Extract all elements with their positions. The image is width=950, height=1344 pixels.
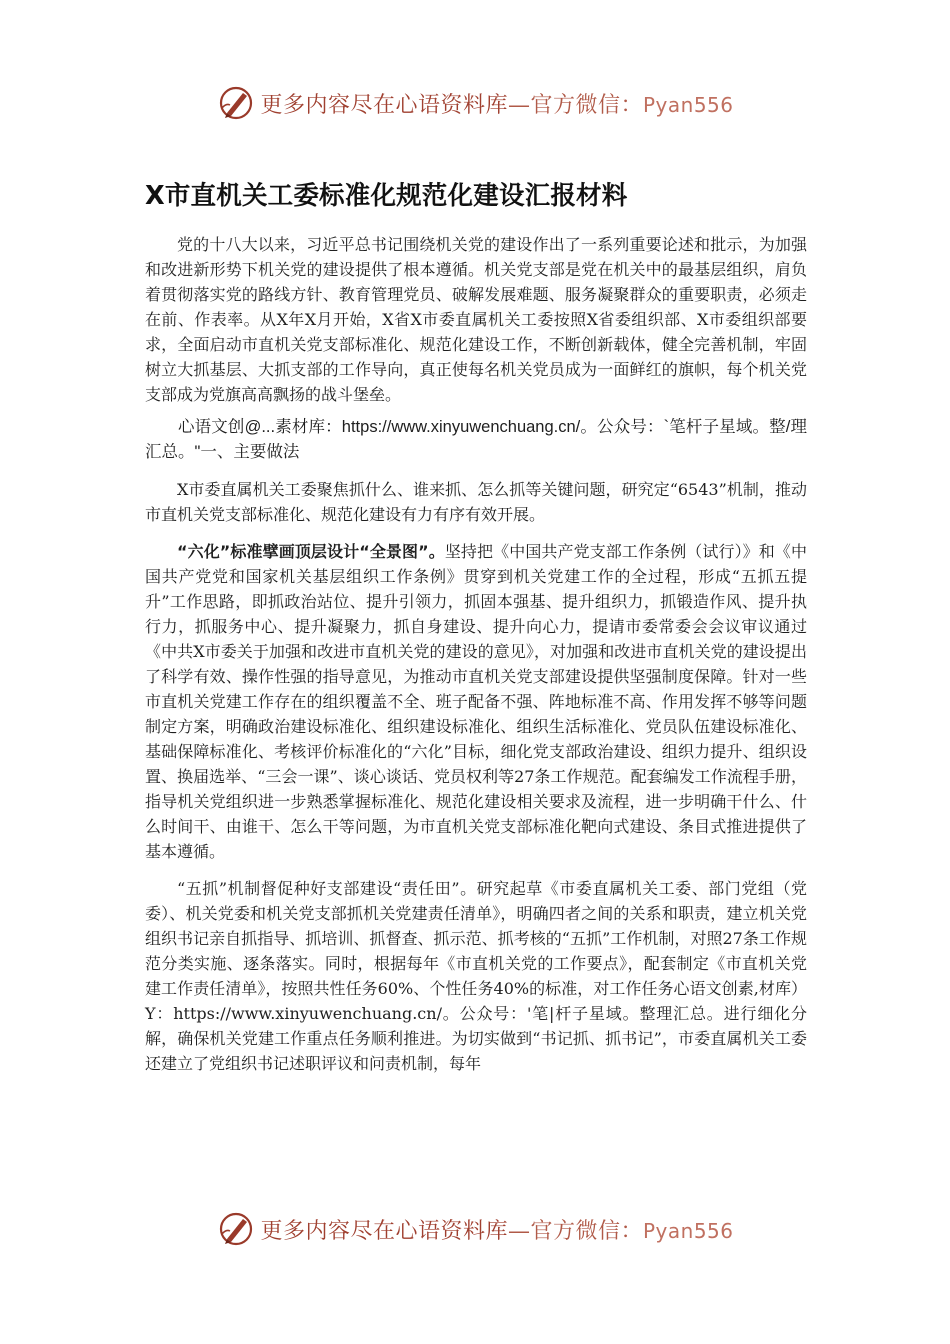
footer-banner xyxy=(0,1206,950,1252)
banner-wechat-label: 官方微信： xyxy=(530,92,643,118)
banner-text xyxy=(260,1214,733,1245)
banner-text xyxy=(260,88,733,119)
header-banner xyxy=(0,80,950,126)
paragraph-five-grasps: “五抓”机制督促种好支部建设“责任田”。研究起草《市委直属机关工委、部门党组（党委）、机关党委和机关党支部抓机关党建责任清单》，明确四者之间的关系和职责，建立机关党组织书记亲自抓指导、抓培训、抓督查、抓示范、抓考核的“五抓”工作机制，对照27条工作规范分类实施、逐条落实。同时，根据每年《市直机关党的工作要点》，配套制定《市直机关党建工作责任清单》，按照共性任务60%、个性任务40%的标准，对工作任务心语文创素,材库）Y：https://www.xinyuwenchuang.cn/。公众号：'笔|杆子星域。整理汇总。进行细化分解，确保机关党建工作重点任务顺利推进。为切实做到“书记抓、抓书记”，市委直属机关工委还建立了党组织书记述职评议和问责机制，每年 xyxy=(145,879,807,1073)
banner-wechat-id: Pyan556 xyxy=(643,1218,734,1243)
banner-wechat-label: 官方微信： xyxy=(530,1218,643,1244)
paragraph-mechanism: X市委直属机关工委聚焦抓什么、谁来抓、怎么抓等关键问题，研究定“6543”机制，推动市直机关党支部标准化、规范化建设有力有序有效开展。 xyxy=(145,480,807,524)
banner-dash: — xyxy=(507,1218,531,1244)
document-title: X市直机关工委标准化规范化建设汇报材料 xyxy=(145,181,628,211)
banner-slogan: 更多内容尽在心语资料库 xyxy=(260,1218,508,1244)
paragraph-six-standards-text: 坚持把《中国共产党支部工作条例（试行）》和《中国共产党党和国家机关基层组织工作条例》贯穿到机关党建工作的全过程，形成“五抓五提升”工作思路，即抓政治站位、提升引领力，抓固本强基、提升组织力，抓锻造作风、提升执行力，抓服务中心、提升凝聚力，抓自身建设、提升向心力，提请市委常委会会议审议通过《中共X市委关于加强和改进市直机关党的建设的意见》，对加强和改进市直机关党的建设提出了科学有效、操作性强的指导意见，为推动市直机关党支部建设提供坚强制度保障。针对一些市直机关党建工作存在的组织覆盖不全、班子配备不强、阵地标准不高、作用发挥不够等问题制定方案，明确政治建设标准化、组织建设标准化、组织生活标准化、党员队伍建设标准化、基础保障标准化、考核评价标准化的“六化”目标，细化党支部政治建设、组织力提升、组织设置、换届选举、“三会一课”、谈心谈话、党员权利等27条工作规范。配套编发工作流程手册，指导机关党组织进一步熟悉掌握标准化、规范化建设相关要求及流程，进一步明确干什么、什么时间干、由谁干、怎么干等问题，为市直机关党支部标准化靶向式建设、条目式推进提供了基本遵循。 xyxy=(145,542,807,861)
paragraph-source-note: 心语文创@...素材库：https://www.xinyuwenchuang.cn/。公众号：`笔杆子星域。整/理汇总。"一、主要做法 xyxy=(145,418,807,461)
pen-logo-icon xyxy=(216,1209,256,1249)
paragraph-intro: 党的十八大以来，习近平总书记围绕机关党的建设作出了一系列重要论述和批示，为加强和改进新形势下机关党的建设提供了根本遵循。机关党支部是党在机关中的最基层组织，肩负着贯彻落实党的路线方针、教育管理党员、破解发展难题、服务凝聚群众的重要职责，必须走在前、作表率。从X年X月开始，X省X市委直属机关工委按照X省委组织部、X市委组织部要求，全面启动市直机关党支部标准化、规范化建设工作，不断创新载体，健全完善机制，牢固树立大抓基层、大抓支部的工作导向，真正使每名机关党员成为一面鲜红的旗帜，每个机关党支部成为党旗高高飘扬的战斗堡垒。 xyxy=(145,235,807,404)
banner-slogan: 更多内容尽在心语资料库 xyxy=(260,92,508,118)
banner-dash: — xyxy=(507,92,531,118)
paragraph-six-standards xyxy=(145,539,807,864)
paragraph-lead: “六化”标准擘画顶层设计“全景图”。 xyxy=(177,542,445,561)
document-body xyxy=(145,232,807,1076)
banner-wechat-id: Pyan556 xyxy=(643,92,734,117)
pen-logo-icon xyxy=(216,83,256,123)
